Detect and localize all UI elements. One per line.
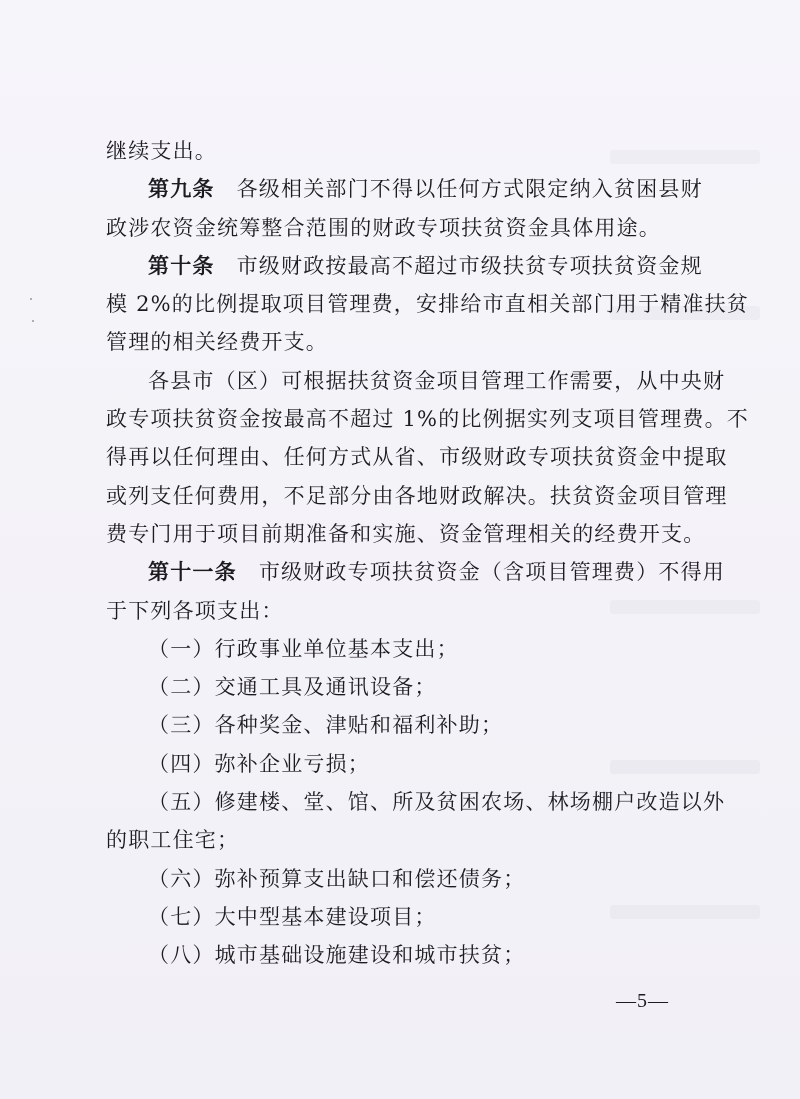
page-number: —5— bbox=[616, 990, 669, 1012]
article-heading: 第十条 bbox=[148, 252, 215, 278]
list-item: （一）行政事业单位基本支出； bbox=[148, 636, 459, 661]
text-line: 政专项扶贫资金按最高不超过 1%的比例据实列支项目管理费。不 bbox=[106, 407, 749, 432]
article-nine: 第九条 各级相关部门不得以任何方式限定纳入贫困县财 bbox=[148, 176, 703, 202]
text-line: 或列支任何费用，不足部分由各地财政解决。扶贫资金项目管理 bbox=[106, 483, 728, 508]
list-item: （三）各种奖金、津贴和福利补助； bbox=[148, 713, 504, 738]
list-item: （七）大中型基本建设项目； bbox=[148, 904, 437, 929]
text-line: 费专门用于项目前期准备和实施、资金管理相关的经费开支。 bbox=[106, 521, 706, 546]
text-line: 政涉农资金统筹整合范围的财政专项扶贫资金具体用途。 bbox=[106, 215, 661, 240]
article-ten: 第十条 市级财政按最高不超过市级扶贫专项扶贫资金规 bbox=[148, 252, 703, 278]
article-eleven: 第十一条 市级财政专项扶贫资金（含项目管理费）不得用 bbox=[148, 559, 726, 585]
list-item: （八）城市基础设施建设和城市扶贫； bbox=[148, 943, 526, 968]
text-line: 各县市（区）可根据扶贫资金项目管理工作需要，从中央财 bbox=[148, 368, 726, 393]
list-item: （六）弥补预算支出缺口和偿还债务； bbox=[148, 866, 526, 891]
scan-speck bbox=[32, 320, 34, 322]
list-item-continued: 的职工住宅； bbox=[106, 828, 240, 853]
list-item: （二）交通工具及通讯设备； bbox=[148, 675, 437, 700]
body-text bbox=[106, 132, 749, 975]
scan-speck bbox=[30, 298, 32, 300]
text-line: 管理的相关经费开支。 bbox=[106, 330, 328, 355]
article-heading: 第十一条 bbox=[148, 559, 237, 585]
list-item: （四）弥补企业亏损； bbox=[148, 751, 370, 776]
text-line: 于下列各项支出： bbox=[106, 598, 284, 623]
text-line: 得再以任何理由、任何方式从省、市级财政专项扶贫资金中提取 bbox=[106, 445, 728, 470]
text-line: 继续支出。 bbox=[106, 139, 217, 163]
list-item: （五）修建楼、堂、馆、所及贫困农场、林场棚户改造以外 bbox=[148, 790, 726, 815]
article-heading: 第九条 bbox=[148, 176, 215, 202]
text-line: 模 2%的比例提取项目管理费，安排给市直相关部门用于精准扶贫 bbox=[106, 292, 749, 317]
